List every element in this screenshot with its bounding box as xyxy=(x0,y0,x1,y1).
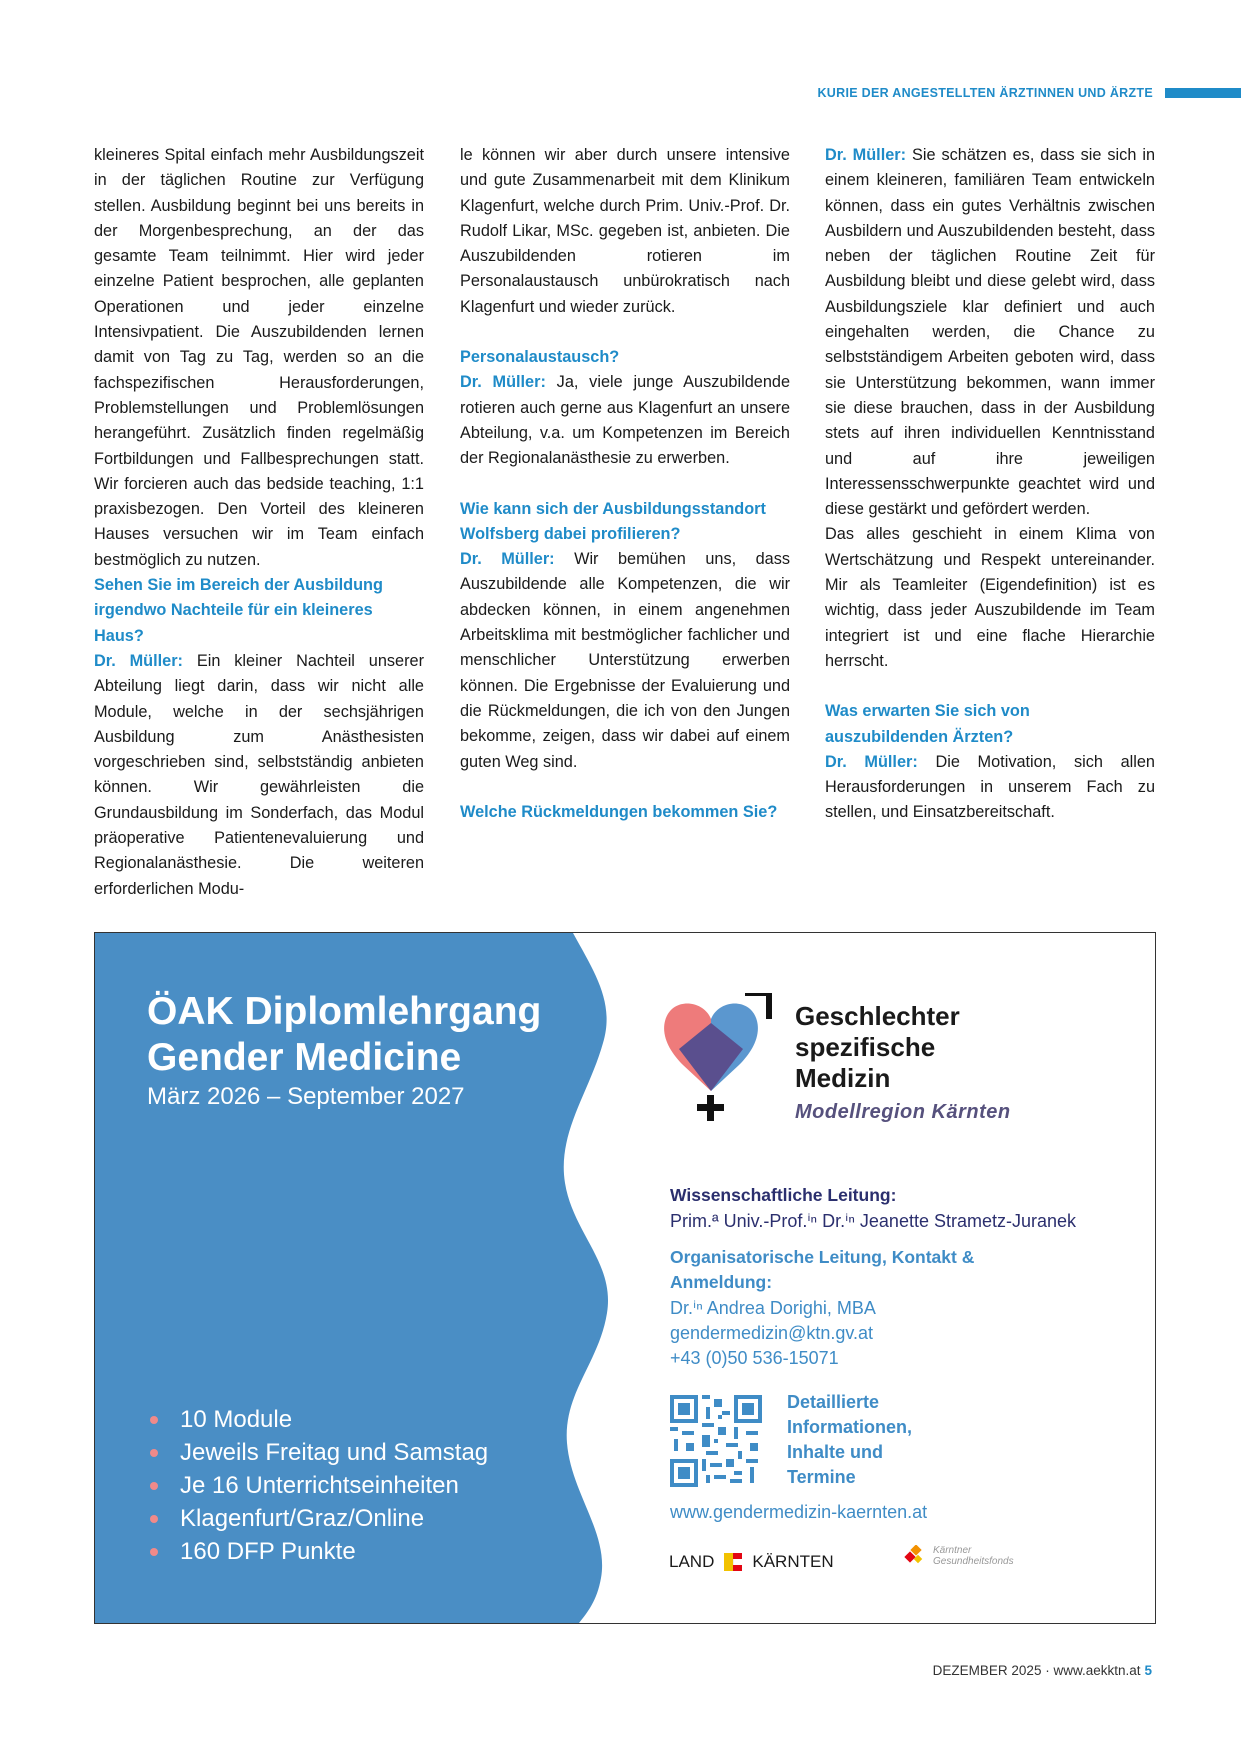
gender-medicine-logo-icon xyxy=(661,993,773,1125)
logo-line: spezifische xyxy=(795,1032,936,1062)
logo-wordmark xyxy=(795,1001,960,1094)
advertisement-box xyxy=(94,932,1156,1624)
feature-item: Jeweils Freitag und Samstag xyxy=(147,1436,488,1469)
land-logo-text: KÄRNTEN xyxy=(752,1552,834,1571)
qr-caption-line: Informationen, xyxy=(787,1417,912,1437)
answer-text: Sie schätzen es, dass sie sich in einem kleineren, familiären Team entwickeln können, dass ein gutes Verhältnis zwischen Ausbildern und Auszubildenden besteht, dass neben der täglichen Routine Zeit für Ausbildung bleibt und diese gelebt wird, dass Ausbildungsziele klar definiert und auch eingehalten werden, die Chance zu selbstständigem Arbeiten geboten wird, dass sie Unterstützung bekommen, wann immer sie diese brauchen, dass in der Ausbildung stets auf ihren individuellen Kenntnisstand und auf ihre jeweiligen Interessensschwerpunkte geachtet wird und diese gestärkt und gefördert werden. xyxy=(825,146,1156,519)
qr-caption xyxy=(787,1390,912,1490)
logo-line: Medizin xyxy=(795,1063,891,1093)
answer-text: Die Motivation, sich allen Herausforderungen in unserem Fach zu stellen, und Einsatzbereitschaft. xyxy=(825,752,1155,822)
sci-lead-name: Prim.ª Univ.-Prof.ⁱⁿ Dr.ⁱⁿ Jeanette Strametz-Juranek xyxy=(670,1211,1077,1231)
interview-answer xyxy=(94,649,424,902)
interview-question: Welche Rückmeldungen bekommen Sie? xyxy=(460,802,778,821)
fonds-diamond-icon xyxy=(903,1545,927,1567)
org-lead-label: Anmeldung: xyxy=(670,1272,773,1292)
gesundheitsfonds-logo xyxy=(903,1545,1014,1567)
qr-code-icon[interactable] xyxy=(670,1395,762,1487)
qr-caption-line: Termine xyxy=(787,1467,856,1487)
article-column-2 xyxy=(460,143,790,825)
answer-text: Ja, viele junge Auszubildende rotieren auch gerne aus Klagenfurt an unsere Abteilung, v.a. um Kompetenzen im Bereich der Regionalanästhesie zu erwerben. xyxy=(460,373,790,468)
speaker-label: Dr. Müller: xyxy=(825,146,907,164)
answer-text: Wir bemühen uns, dass Auszubildende alle Kompetenzen, die wir abdecken können, in einem angenehmen Arbeitsklima mit bestmöglicher fachlicher und menschlicher Unterstützung erwerben können. Die Ergebnisse der Evaluierung und die Rückmeldungen, die ich von den Jungen bekomme, zeigen, dass wir dabei auf einem guten Weg sind. xyxy=(460,550,790,771)
article-paragraph: Das alles geschieht in einem Klima von Wertschätzung und Respekt untereinander. Mir als Teamleiter (Eigendefinition) ist es wichtig, dass jeder Auszubildende im Team integriert ist und eine flache Hierarchie herrscht. xyxy=(825,525,1155,670)
article-paragraph: kleineres Spital einfach mehr Ausbildungszeit in der täglichen Routine zur Verfügung stellen. Ausbildung beginnt bei uns bereits in der Morgenbesprechung, an der das gesamte Team teilnimmt. Hier wird jeder einzelne Patient besprochen, alle geplanten Operationen und jeder einzelne Intensivpatient. Die Auszubildenden lernen damit von Tag zu Tag, werden so an die fachspezifischen Herausforderungen, Problemstellungen und Problemlösungen herangeführt. Zusätzlich finden regelmäßig Fortbildungen und Fallbesprechungen statt. Wir forcieren auch das bedside teaching, 1:1 praxisbezogen. Den Vorteil des kleineren Hauses versuchen wir im Team einfach bestmöglich zu nutzen. xyxy=(94,146,424,569)
interview-question: Personalaustausch? xyxy=(460,348,620,367)
section-title: KURIE DER ANGESTELLTEN ÄRZTINNEN UND ÄRZTE xyxy=(817,86,1153,100)
page-number: 5 xyxy=(1144,1663,1152,1678)
article-column-3 xyxy=(825,143,1155,826)
speaker-label: Dr. Müller: xyxy=(460,550,555,569)
sci-lead-label: Wissenschaftliche Leitung: xyxy=(670,1185,897,1205)
contact-phone[interactable]: +43 (0)50 536-15071 xyxy=(670,1348,839,1368)
interview-answer xyxy=(460,547,790,775)
contact-email[interactable]: gendermedizin@ktn.gv.at xyxy=(670,1323,874,1343)
interview-question: Wie kann sich der Ausbildungsstandort Wolfsberg dabei profilieren? xyxy=(460,499,766,543)
org-lead-name: Dr.ⁱⁿ Andrea Dorighi, MBA xyxy=(670,1298,876,1318)
ad-title-line: ÖAK Diplomlehrgang xyxy=(147,990,542,1033)
article-column-1 xyxy=(94,143,424,902)
fonds-text: Kärntner xyxy=(933,1545,972,1556)
speaker-label: Dr. Müller: xyxy=(94,651,183,670)
logo-line: Geschlechter xyxy=(795,1001,960,1031)
ad-title-line: Gender Medicine xyxy=(147,1036,462,1079)
answer-text: Ein kleiner Nachteil unserer Abteilung liegt darin, dass wir nicht alle Module, welche in der sechsjährigen Ausbildung zum Anästhesisten vorgeschrieben sind, selbstständig anbieten können. Wir gewährleisten die Grundausbildung im Sonderfach, das Modul präoperative Patientenevaluierung und Regionalanästhesie. Die weiteren erforderlichen Modu- xyxy=(94,651,425,898)
ad-title xyxy=(147,989,541,1081)
speaker-label: Dr. Müller: xyxy=(460,373,546,392)
interview-answer xyxy=(460,370,790,471)
issue-info: DEZEMBER 2025 · www.aekktn.at xyxy=(932,1663,1141,1678)
qr-caption-line: Detaillierte xyxy=(787,1392,880,1412)
interview-answer xyxy=(825,750,1155,826)
feature-item: Je 16 Unterrichtseinheiten xyxy=(147,1469,488,1502)
org-lead-label: Organisatorische Leitung, Kontakt & xyxy=(670,1247,975,1267)
interview-question: Was erwarten Sie sich von auszubildenden Ärzten? xyxy=(825,702,1030,746)
feature-item: 160 DFP Punkte xyxy=(147,1535,488,1568)
logo-subtitle: Modellregion Kärnten xyxy=(795,1101,1011,1123)
qr-caption-line: Inhalte und xyxy=(787,1442,883,1462)
interview-question: Sehen Sie im Bereich der Ausbildung irgendwo Nachteile für ein kleineres Haus? xyxy=(94,576,383,645)
ad-dates: März 2026 – September 2027 xyxy=(147,1083,465,1110)
ad-feature-list xyxy=(147,1403,488,1568)
article-paragraph: le können wir aber durch unsere intensive und gute Zusammenarbeit mit dem Klinikum Klagenfurt, welche durch Prim. Univ.-Prof. Dr. Rudolf Likar, MSc. gegeben ist, anbieten. Die Auszubildenden rotieren im Personalaustausch unbürokratisch nach Klagenfurt und wieder zurück. xyxy=(460,146,790,316)
fonds-text: Gesundheitsfonds xyxy=(933,1556,1014,1567)
section-accent-bar xyxy=(1165,88,1241,98)
land-logo-text: LAND xyxy=(669,1552,715,1571)
interview-answer xyxy=(825,143,1155,522)
feature-item: Klagenfurt/Graz/Online xyxy=(147,1502,488,1535)
kaernten-coat-icon xyxy=(724,1553,742,1571)
land-kaernten-logo xyxy=(669,1551,834,1573)
feature-item: 10 Module xyxy=(147,1403,488,1436)
website-link[interactable]: www.gendermedizin-kaernten.at xyxy=(670,1502,928,1522)
page-footer xyxy=(933,1663,1152,1678)
speaker-label: Dr. Müller: xyxy=(825,752,918,771)
section-header xyxy=(0,86,1241,100)
